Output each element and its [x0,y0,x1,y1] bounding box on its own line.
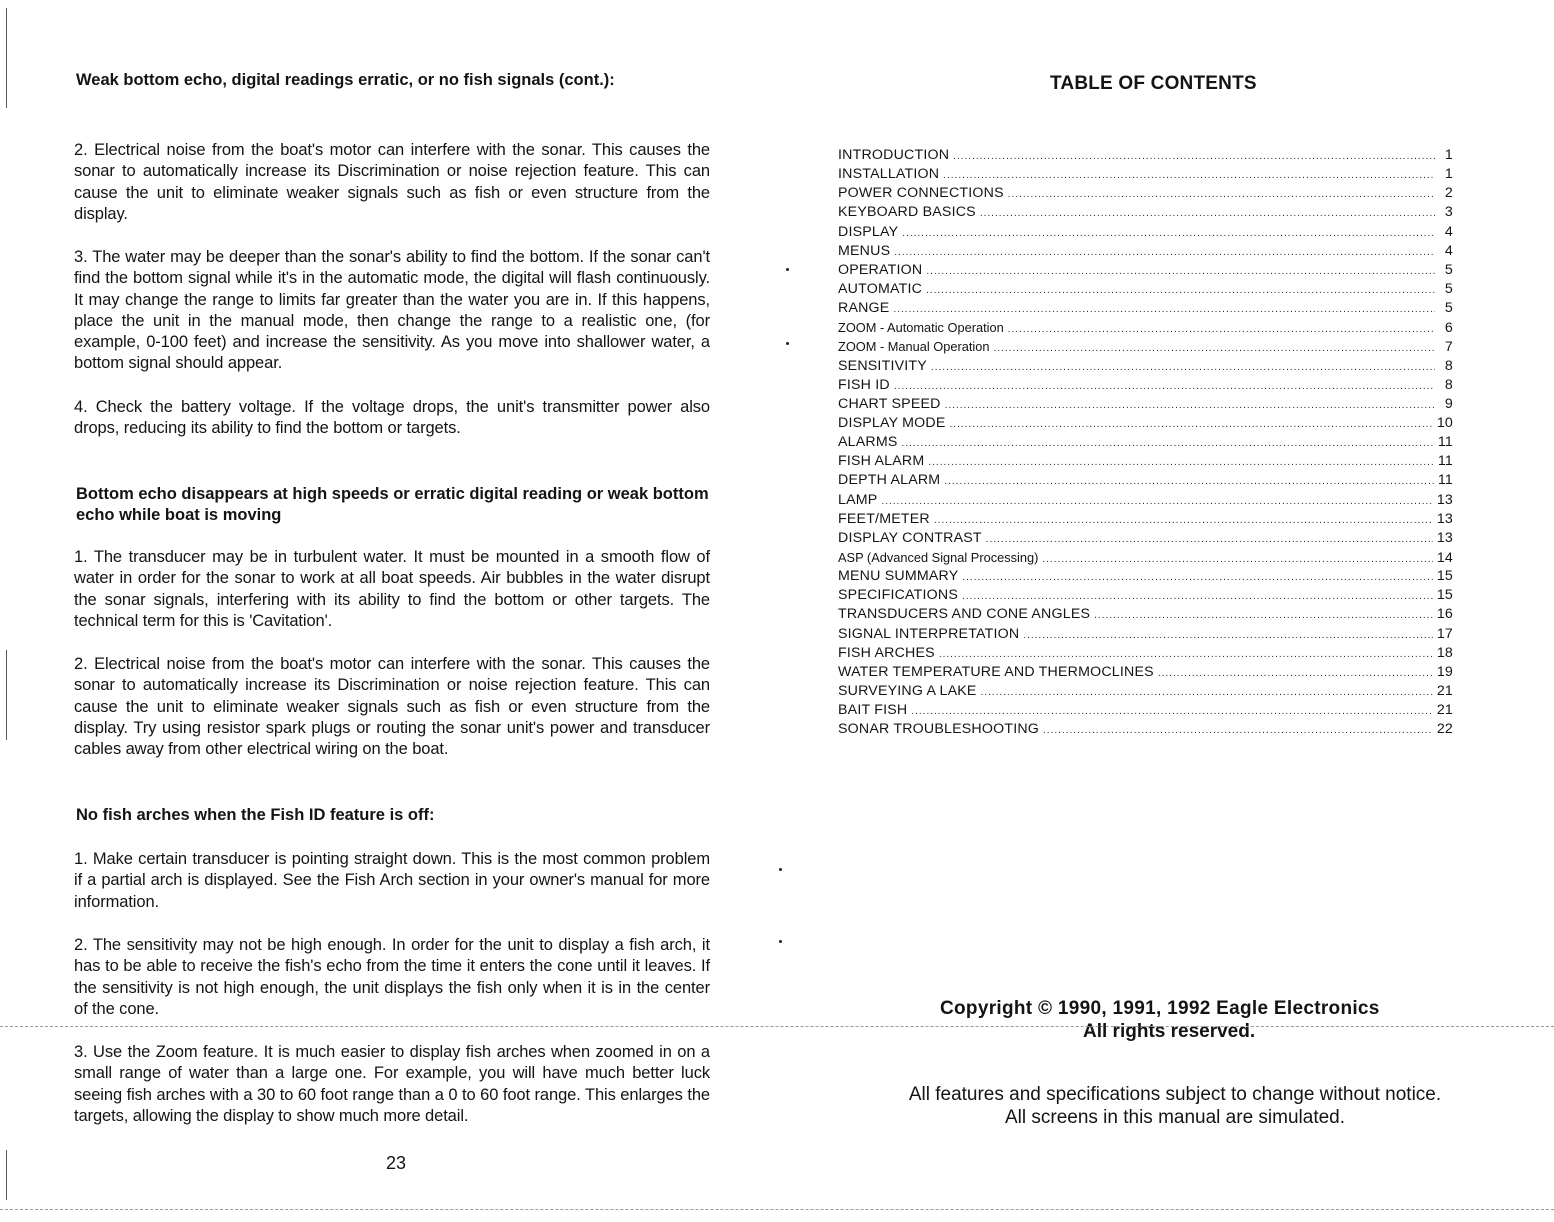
toc-entry-label: ASP (Advanced Signal Processing) [838,549,1039,565]
toc-entry-label: SENSITIVITY [838,357,927,374]
toc-entry-label: DEPTH ALARM [838,472,941,489]
toc-entry-page: 1 [1444,147,1453,163]
toc-leader-dots [986,530,1433,549]
toc-entry [838,318,1453,337]
toc-entry-label: FISH ID [838,376,890,393]
toc-leader-dots [1042,550,1432,569]
toc-leader-dots [911,702,1432,721]
toc-entry [838,682,1453,701]
toc-leader-dots [945,396,1435,415]
toc-entry-page: 4 [1444,223,1453,240]
toc-leader-dots [902,434,1434,453]
toc-leader-dots [926,281,1435,300]
toc-leader-dots [902,224,1435,243]
margin-mark-bottom [6,1150,7,1200]
toc-leader-dots [1023,626,1433,645]
toc-entry-page: 1 [1444,166,1453,183]
toc-entry-page: 10 [1436,414,1453,431]
toc-entry [838,337,1453,356]
toc-entry-label: TRANSDUCERS AND CONE ANGLES [838,606,1091,623]
toc-entry [838,701,1453,720]
toc-entry-label: WATER TEMPERATURE AND THERMOCLINES [838,663,1154,680]
toc-entry-label: POWER CONNECTIONS [838,185,1004,202]
toc-entry-label: LAMP [838,491,878,508]
toc-entry-page: 14 [1436,549,1453,566]
toc-entry-page: 2 [1444,185,1453,202]
toc-entry [838,146,1453,165]
paragraph-water-deeper: 3. The water may be deeper than the sonar's ability to find the bottom. If the sonar can't find the bottom signal while it's in the automatic mode, the digital will flash continuously. It may change the range to limits far greater than the water you are in. If this happens, place the unit in the manual mode, then change the range to a realistic one, (for example, 0-100 feet) and increase the sensitivity. As you move into shallower water, a bottom signal should appear. [74,248,710,373]
toc-entry-page: 17 [1436,625,1453,642]
paragraph-turbulent-water: 1. The transducer may be in turbulent water. It must be mounted in a smooth flow of water in order for the sonar to work at all boat speeds. Air bubbles in the water disrupt the sonar signals, interfering with its ability to find the bottom or other targets. The technical term for this is 'Cavitation'. [74,548,710,630]
toc-entry-page: 4 [1444,242,1453,259]
toc-entry-page: 11 [1437,453,1453,470]
toc-entry-label: INSTALLATION [838,166,940,183]
toc-leader-dots [926,262,1435,281]
toc-leader-dots [944,472,1434,491]
toc-leader-dots [894,243,1435,262]
toc-entry-page: 22 [1436,721,1453,738]
toc-entry-label: BAIT FISH [838,702,908,719]
toc-leader-dots [950,415,1433,434]
toc-entry-label: FEET/METER [838,510,930,527]
toc-leader-dots [1043,721,1433,740]
toc-entry-page: 13 [1436,529,1453,546]
toc-entry [838,720,1453,739]
toc-leader-dots [881,492,1432,511]
toc-entry-label: OPERATION [838,261,923,278]
toc-leader-dots [953,147,1435,166]
toc-entry-label: MENU SUMMARY [838,568,959,585]
rights-reserved: All rights reserved. [1083,1021,1256,1042]
toc-entry-page: 13 [1436,491,1453,508]
scan-rule-bottom [0,1209,1554,1210]
toc-entry-label: DISPLAY [838,223,899,240]
toc-entry [838,357,1453,376]
toc-entry [838,644,1453,663]
toc-entry-page: 8 [1444,376,1453,393]
toc-entry [838,548,1453,567]
table-of-contents [838,146,1453,739]
toc-entry-label: KEYBOARD BASICS [838,204,976,221]
toc-leader-dots [1008,185,1435,204]
toc-entry-page: 8 [1444,357,1453,374]
toc-entry [838,280,1453,299]
toc-entry-label: SPECIFICATIONS [838,587,958,604]
toc-entry-label: ZOOM - Manual Operation [838,339,990,355]
toc-entry-page: 21 [1436,682,1453,699]
scan-rule-mid [0,1026,1554,1027]
toc-entry [838,261,1453,280]
toc-leader-dots [962,568,1432,587]
toc-entry-page: 15 [1436,587,1453,604]
toc-leader-dots [962,587,1433,606]
paragraph-transducer-pointing: 1. Make certain transducer is pointing straight down. This is the most common problem if a partial arch is displayed. See the Fish Arch section in your owner's manual for more information. [74,850,710,911]
toc-entry-page: 21 [1436,702,1453,719]
toc-entry-label: DISPLAY CONTRAST [838,529,982,546]
heading-no-fish-arches: No fish arches when the Fish ID feature is off: [76,806,435,824]
toc-entry-label: FISH ARCHES [838,644,935,661]
notice-screens-simulated: All screens in this manual are simulated. [1004,1107,1346,1128]
toc-entry-page: 16 [1436,606,1453,623]
toc-leader-dots [993,339,1435,358]
toc-entry-label: RANGE [838,300,890,317]
toc-leader-dots [893,300,1435,319]
copyright-line: Copyright © 1990, 1991, 1992 Eagle Electronics [940,998,1380,1019]
toc-entry [838,299,1453,318]
toc-entry-page: 5 [1444,280,1453,297]
toc-entry-label: DISPLAY MODE [838,414,946,431]
binding-dot [779,940,782,943]
toc-leader-dots [934,511,1433,530]
binding-dot [786,268,789,271]
toc-entry-page: 11 [1437,472,1453,489]
toc-entry [838,395,1453,414]
binding-dot [786,342,789,345]
toc-leader-dots [980,204,1435,223]
toc-leader-dots [939,645,1433,664]
toc-entry [838,625,1453,644]
toc-entry-page: 5 [1444,261,1453,278]
toc-entry-label: SIGNAL INTERPRETATION [838,625,1020,642]
heading-bottom-echo-disappears: Bottom echo disappears at high speeds or erratic digital reading or weak bottom echo while boat is moving [76,485,709,524]
toc-entry [838,510,1453,529]
toc-entry-page: 18 [1436,644,1453,661]
margin-mark-mid [6,650,7,740]
toc-entry [838,567,1453,586]
toc-entry-label: ZOOM - Automatic Operation [838,320,1004,336]
toc-entry-page: 11 [1437,434,1453,451]
toc-leader-dots [931,358,1435,377]
toc-entry [838,663,1453,682]
toc-entry-page: 7 [1444,339,1453,356]
toc-leader-dots [943,166,1435,185]
toc-entry [838,203,1453,222]
toc-entry-label: CHART SPEED [838,395,941,412]
toc-entry-label: SONAR TROUBLESHOOTING [838,721,1040,738]
toc-leader-dots [1158,664,1433,683]
toc-leader-dots [1008,320,1435,339]
toc-entry-label: FISH ALARM [838,453,925,470]
toc-entry-page: 5 [1444,300,1453,317]
toc-entry [838,165,1453,184]
toc-entry-page: 3 [1444,204,1453,221]
toc-entry [838,452,1453,471]
paragraph-battery-voltage: 4. Check the battery voltage. If the voltage drops, the unit's transmitter power also drops, reducing its ability to find the bottom or targets. [74,398,710,438]
notice-specifications: All features and specifications subject to change without notice. [908,1084,1442,1105]
toc-entry [838,586,1453,605]
toc-entry-page: 9 [1444,395,1453,412]
toc-entry [838,414,1453,433]
toc-entry [838,605,1453,624]
toc-leader-dots [894,377,1435,396]
toc-entry-label: AUTOMATIC [838,280,923,297]
toc-title: TABLE OF CONTENTS [1050,73,1257,94]
toc-entry [838,471,1453,490]
paragraph-zoom-feature: 3. Use the Zoom feature. It is much easier to display fish arches when zoomed in on a small range of water than a large one. For example, you will have much better luck seeing fish arches with a 30 to 60 foot range than a 0 to 60 foot range. This enlarges the targets, allowing the display to show much more detail. [74,1043,710,1125]
margin-mark-top [6,8,7,108]
toc-entry-label: MENUS [838,242,891,259]
toc-leader-dots [1094,606,1433,625]
toc-entry-label: ALARMS [838,434,898,451]
toc-entry-label: INTRODUCTION [838,147,950,163]
toc-leader-dots [928,453,1434,472]
toc-entry [838,223,1453,242]
toc-entry-page: 6 [1444,320,1453,337]
toc-leader-dots [981,683,1433,702]
binding-dot [779,868,782,871]
heading-weak-bottom-echo-cont: Weak bottom echo, digital readings erratic, or no fish signals (cont.): [76,71,615,89]
toc-entry [838,529,1453,548]
toc-entry-page: 13 [1436,510,1453,527]
toc-entry [838,242,1453,261]
toc-entry [838,376,1453,395]
toc-entry [838,491,1453,510]
toc-entry-page: 19 [1436,663,1453,680]
toc-entry [838,433,1453,452]
toc-entry-page: 15 [1436,568,1453,585]
page-number: 23 [386,1153,407,1173]
left-page [0,0,770,1222]
toc-entry-label: SURVEYING A LAKE [838,682,977,699]
paragraph-electrical-noise: 2. Electrical noise from the boat's motor can interfere with the sonar. This causes the sonar to automatically increase its Discrimination or noise rejection feature. This can cause the unit to eliminate weaker signals such as fish or even structure from the display. [74,141,710,223]
paragraph-electrical-noise-2: 2. Electrical noise from the boat's motor can interfere with the sonar. This causes the sonar to automatically increase its Discrimination or noise rejection feature. This can cause the unit to eliminate weaker signals such as fish or even structure from the display. Try using resistor spark plugs or routing the sonar unit's power and transducer cables away from other electrical wiring on the boat. [74,655,710,759]
paragraph-sensitivity: 2. The sensitivity may not be high enough. In order for the unit to display a fish arch, it has to be able to receive the fish's echo from the time it enters the cone until it leaves. If the sensitivity is not high enough, the unit displays the fish only when it is in the center of the cone. [74,936,710,1018]
toc-entry [838,184,1453,203]
